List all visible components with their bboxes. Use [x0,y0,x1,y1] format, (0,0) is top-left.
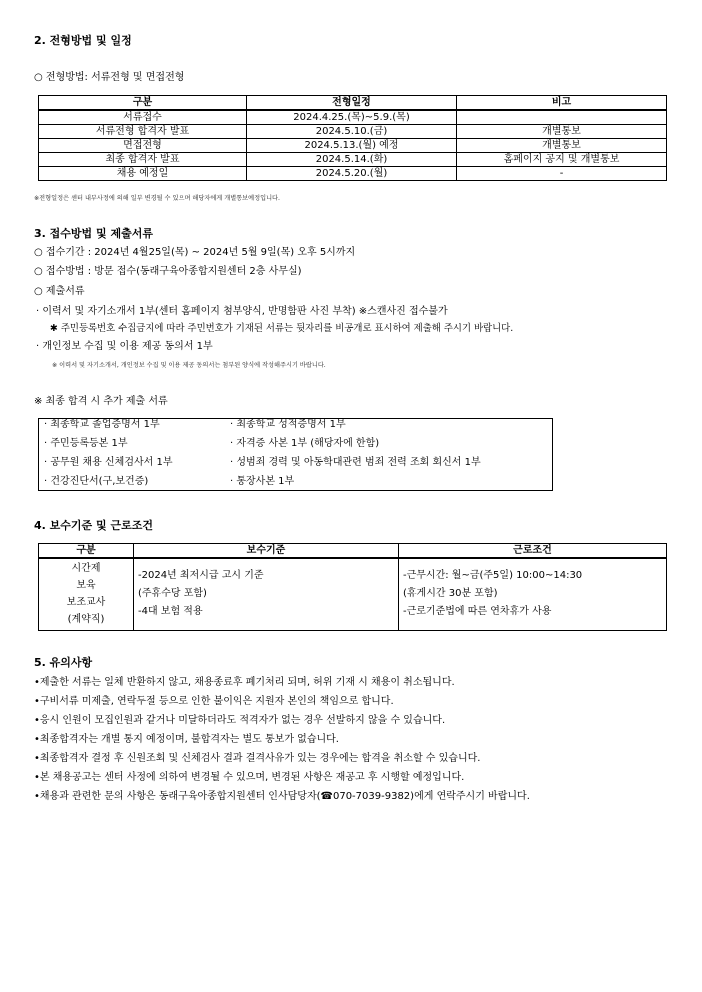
additional-document-item: · 최종학교 성적증명서 1부 [230,419,346,430]
notice-item: •구비서류 미제출, 연락두절 등으로 인한 불이익은 지원자 본인의 책임으로 합니다. [34,696,394,707]
schedule-row [39,110,667,125]
schedule-cell: 채용 예정일 [39,167,247,181]
schedule-cell [457,110,667,125]
schedule-header-cell: 구분 [39,96,247,111]
application-period: ○ 접수기간 : 2024년 4월25일(목) ~ 2024년 5월 9일(목) 오후 5시까지 [34,247,356,258]
pay-standard-line: -2024년 최저시급 고시 기준 [138,570,264,582]
pay-category-line: 시간제 [71,563,101,575]
schedule-cell: 개별통보 [457,125,667,139]
additional-document-item: · 자격증 사본 1부 (해당자에 한함) [230,438,380,449]
pay-category-line: 보육 [76,580,96,592]
schedule-table [38,95,667,181]
working-conditions-cell [399,558,667,630]
document-item: · 이력서 및 자기소개서 1부(센터 홈페이지 첨부양식, 반명함판 사진 부착) ※스캔사진 접수불가 [36,306,448,317]
additional-document-item: · 최종학교 졸업증명서 1부 [44,419,160,430]
schedule-cell: 2024.5.14.(화) [247,153,457,167]
schedule-cell: 최종 합격자 발표 [39,153,247,167]
pay-header-cell: 구분 [39,544,134,559]
additional-document-item: · 공무원 채용 신체검사서 1부 [44,457,173,468]
additional-document-item: · 통장사본 1부 [230,476,295,487]
notice-item: •제출한 서류는 일체 반환하지 않고, 채용종료후 폐기처리 되며, 허위 기재 시 채용이 취소됩니다. [34,677,455,688]
pay-table [38,543,667,631]
schedule-cell: - [457,167,667,181]
pay-header-row [39,544,667,559]
pay-category-cell [39,558,134,630]
documents-title: ○ 제출서류 [34,286,85,297]
additional-documents-title: ※ 최종 합격 시 추가 제출 서류 [34,396,168,407]
pay-header-cell: 보수기준 [134,544,399,559]
schedule-row [39,125,667,139]
schedule-cell: 면접전형 [39,139,247,153]
document-item: · 개인정보 수집 및 이용 제공 동의서 1부 [36,341,213,352]
schedule-row [39,167,667,181]
schedule-cell: 2024.4.25.(목)~5.9.(목) [247,110,457,125]
notice-item: •최종합격자는 개별 통지 예정이며, 불합격자는 별도 통보가 없습니다. [34,734,339,745]
section2-title: 2. 전형방법 및 일정 [34,34,132,47]
pay-standard-line: (주휴수당 포함) [138,588,207,600]
application-method: ○ 접수방법 : 방문 접수(동래구육아종합지원센터 2층 사무실) [34,266,302,277]
pay-category-line: (계약직) [67,614,105,626]
schedule-cell: 서류전형 합격자 발표 [39,125,247,139]
schedule-cell: 2024.5.13.(월) 예정 [247,139,457,153]
pay-header-cell: 근로조건 [399,544,667,559]
working-condition-line: (휴게시간 30분 포함) [403,588,498,600]
section5-title: 5. 유의사항 [34,656,93,669]
schedule-header-cell: 전형일정 [247,96,457,111]
notice-item: •응시 인원이 모집인원과 같거나 미달하더라도 적격자가 없는 경우 선발하지 않을 수 있습니다. [34,715,446,726]
schedule-cell: 홈페이지 공지 및 개별통보 [457,153,667,167]
schedule-header-row [39,96,667,111]
schedule-cell: 서류접수 [39,110,247,125]
schedule-row [39,153,667,167]
schedule-header-cell: 비고 [457,96,667,111]
selection-method: ○ 전형방법: 서류전형 및 면접전형 [34,72,185,83]
section4-title: 4. 보수기준 및 근로조건 [34,519,153,532]
pay-row [39,558,667,630]
schedule-cell: 2024.5.10.(금) [247,125,457,139]
document-item-note: ✱ 주민등록번호 수집금지에 따라 주민번호가 기재된 서류는 뒷자리를 비공개로 표시하여 제출해 주시기 바랍니다. [50,323,514,334]
working-condition-line: -근무시간: 월~금(주5일) 10:00~14:30 [403,570,583,582]
schedule-note: ※전형일정은 센터 내부사정에 의해 일부 변경될 수 있으며 해당자에게 개별통보예정입니다. [34,195,281,202]
notice-item: •채용과 관련한 문의 사항은 동래구육아종합지원센터 인사담당자(☎070-7039-9382)에게 연락주시기 바랍니다. [34,791,530,802]
schedule-row [39,139,667,153]
document-item-note: ※ 이력서 및 자기소개서, 개인정보 수집 및 이용 제공 동의서는 첨부된 양식에 작성해주시기 바랍니다. [52,362,326,369]
schedule-cell: 개별통보 [457,139,667,153]
pay-standard-line: -4대 보험 적용 [138,606,203,618]
pay-standard-cell [134,558,399,630]
schedule-cell: 2024.5.20.(월) [247,167,457,181]
section3-title: 3. 접수방법 및 제출서류 [34,227,153,240]
working-condition-line: -근로기준법에 따른 연차휴가 사용 [403,606,552,618]
pay-category-line: 보조교사 [66,597,106,609]
additional-document-item: · 건강진단서(구,보건증) [44,476,149,487]
notice-item: •본 채용공고는 센터 사정에 의하여 변경될 수 있으며, 변경된 사항은 재공고 후 시행할 예정입니다. [34,772,465,783]
additional-document-item: · 성범죄 경력 및 아동학대관련 범죄 전력 조회 회신서 1부 [230,457,481,468]
notice-item: •최종합격자 결정 후 신원조회 및 신체검사 결과 결격사유가 있는 경우에는 합격을 취소할 수 있습니다. [34,753,481,764]
additional-document-item: · 주민등록등본 1부 [44,438,128,449]
